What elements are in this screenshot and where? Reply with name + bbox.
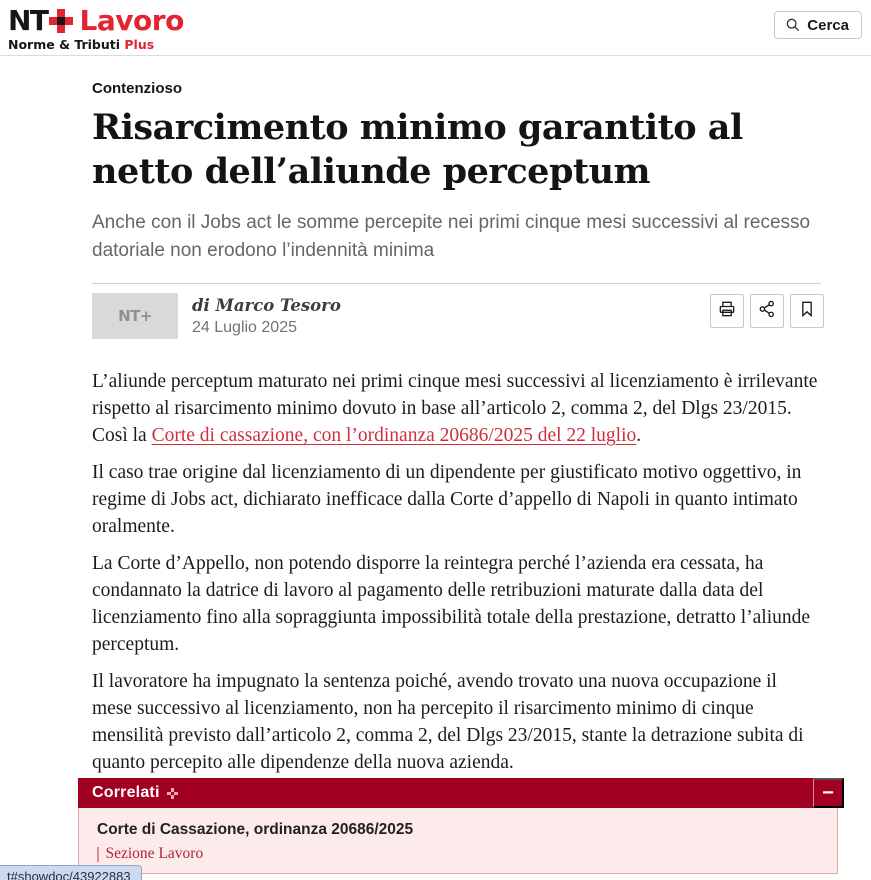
article-subtitle: Anche con il Jobs act le somme percepite nei primi cinque mesi successivi al recesso datoriale non erodono l’indennità minima xyxy=(92,211,811,261)
plus-icon xyxy=(49,9,73,33)
paragraph xyxy=(92,368,821,449)
collapse-button[interactable]: − xyxy=(813,778,844,808)
article-toolbar xyxy=(710,294,824,328)
search-icon xyxy=(785,17,801,33)
print-button[interactable] xyxy=(710,294,744,328)
paragraph: La Corte d’Appello, non potendo disporre la reintegra perché l’azienda era cessata, ha condannato la datrice di lavoro al pagamento delle retribuzioni maturate dalla data del licenziamento fino alla sopraggiunta impossibilità totale della prestazione, detratto l’aliunde perceptum. xyxy=(92,552,811,655)
correlati-header[interactable] xyxy=(78,778,844,808)
publish-date: 24 Luglio 2025 xyxy=(192,318,297,336)
correlati-title: Correlati xyxy=(92,784,160,801)
share-icon xyxy=(757,299,777,322)
logo-row xyxy=(8,4,184,37)
avatar: NT+ xyxy=(92,293,178,339)
byline xyxy=(192,296,341,337)
search-button[interactable] xyxy=(774,11,862,39)
link-status-tooltip: t#showdoc/43922883 xyxy=(0,865,142,880)
paragraph-text: L’aliunde perceptum maturato nei primi cinque mesi successivi al licenziamento è irrilevante rispetto al risarcimento minimo dovuto in base all’articolo 2, comma 2, del Dlgs 23/2015. Così la xyxy=(92,370,818,446)
correlati-plus-icon xyxy=(167,788,178,799)
category-link[interactable]: Contenzioso xyxy=(92,80,182,97)
byline-row xyxy=(92,293,821,339)
paragraph: Il caso trae origine dal licenziamento di un dipendente per giustificato motivo oggettivo, in regime di Jobs act, dichiarato inefficace dalla Corte d’appello di Napoli in quanto intimato oralmente. xyxy=(92,461,802,537)
related-item-link[interactable]: Corte di Cassazione, ordinanza 20686/2025 xyxy=(97,821,414,838)
site-header xyxy=(0,0,871,56)
share-button[interactable] xyxy=(750,294,784,328)
search-button-label: Cerca xyxy=(807,16,849,34)
paragraph: Il lavoratore ha impugnato la sentenza poiché, avendo trovato una nuova occupazione il mese successivo al licenziamento, non ha percepito il risarcimento minimo di cinque mensilità previsto dall’articolo 2, comma 2, del Dlgs 23/2015, stante la detrazione subita di quanto percepito alle dipendenze della nuova azienda. xyxy=(92,670,804,773)
logo-tagline xyxy=(8,37,184,52)
logo-lavoro-text: Lavoro xyxy=(79,4,184,37)
page-title: Risarcimento minimo garantito al netto dell’aliunde perceptum xyxy=(92,107,743,192)
related-section-label: Sezione Lavoro xyxy=(105,845,204,862)
print-icon xyxy=(717,299,737,322)
bookmark-button[interactable] xyxy=(790,294,824,328)
ordinanza-link[interactable]: Corte di cassazione, con l’ordinanza 20686/2025 del 22 luglio xyxy=(151,424,637,446)
paragraph-text: . xyxy=(636,424,642,446)
divider xyxy=(92,283,821,284)
author-name: di Marco Tesoro xyxy=(192,295,341,315)
related-section-link[interactable] xyxy=(97,845,837,863)
site-logo[interactable] xyxy=(8,4,184,52)
correlati-box xyxy=(78,778,844,874)
logo-nt-text: NT xyxy=(8,4,48,37)
article xyxy=(92,80,821,776)
bookmark-icon xyxy=(797,299,817,322)
logo-tagline-text: Norme & Tributi xyxy=(8,37,125,52)
logo-tagline-plus: Plus xyxy=(124,37,155,52)
correlati-content xyxy=(78,808,838,874)
article-body xyxy=(92,368,821,776)
section-bar xyxy=(97,847,99,862)
